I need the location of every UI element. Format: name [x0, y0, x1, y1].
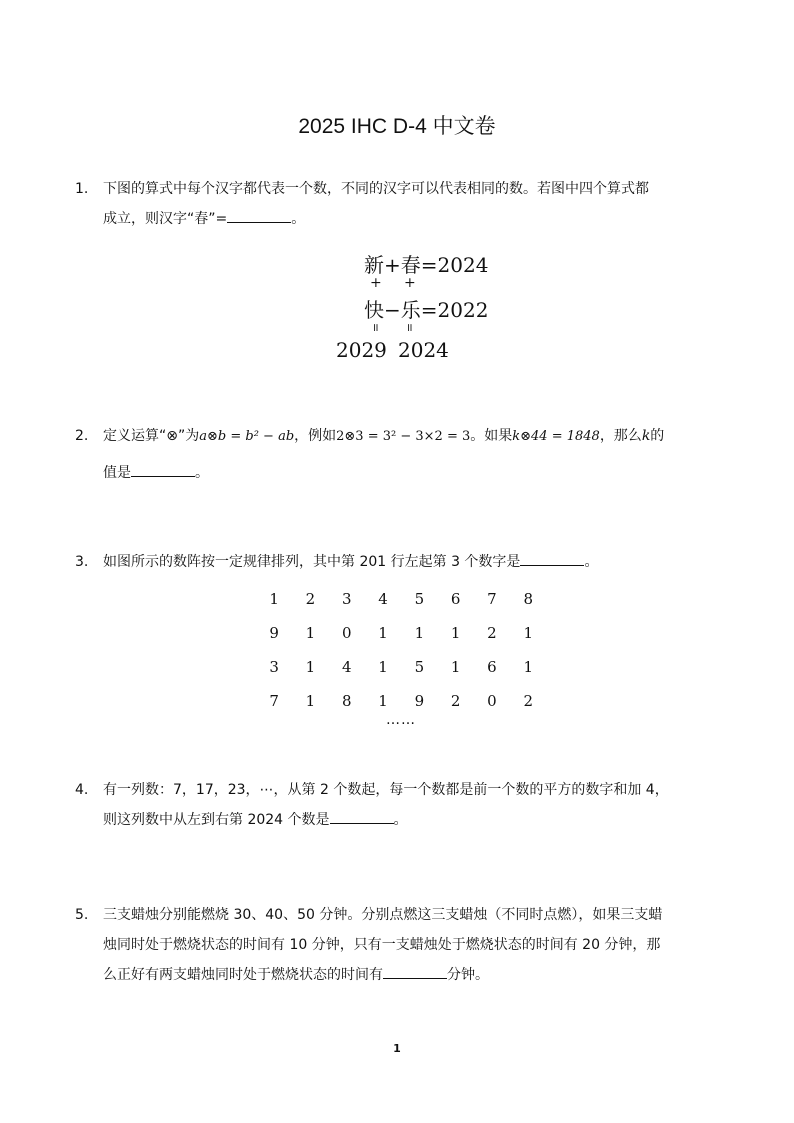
page-number: 1	[393, 1042, 401, 1055]
grid-cell: 3	[269, 658, 279, 676]
question-2	[75, 418, 725, 491]
grid-row	[256, 582, 546, 616]
number-grid	[256, 582, 546, 718]
equation-row-1: 新+春=2024	[364, 253, 489, 277]
page-title: 2025 IHC D-4 中文卷	[298, 115, 496, 138]
grid-cell: 0	[487, 692, 497, 710]
variable-k: k	[641, 428, 651, 444]
question-text: 定义运算“⊗”为a⊗b = b² − ab，例如2⊗3 = 3² − 3×2 = 3。如果k⊗44 = 1848，那么k的	[103, 428, 665, 444]
answer-blank	[227, 208, 291, 223]
question-number: 4.	[75, 782, 89, 798]
grid-cell: 1	[378, 692, 388, 710]
question-3	[75, 547, 725, 577]
grid-cell: 4	[378, 590, 388, 608]
grid-cell: 1	[269, 590, 279, 608]
grid-cell: 2	[523, 692, 533, 710]
grid-cell: 5	[414, 590, 425, 608]
answer-blank	[131, 462, 195, 477]
grid-cell: 2	[450, 692, 461, 710]
grid-cell: 1	[414, 624, 425, 642]
grid-cell: 1	[305, 624, 316, 642]
definition-expression: a⊗b = b² − ab	[199, 429, 295, 444]
grid-row	[256, 650, 546, 684]
grid-cell: 5	[414, 658, 425, 676]
grid-cell: 0	[341, 624, 352, 642]
question-number: 5.	[75, 907, 89, 923]
question-text: 有一列数：7，17，23，⋯，从第 2 个数起，每一个数都是前一个数的平方的数字和加 4，	[103, 782, 669, 798]
grid-cell: 1	[450, 658, 461, 676]
condition-expression: k⊗44 = 1848	[512, 429, 600, 444]
equation-result-left: 2029	[336, 338, 387, 362]
answer-blank	[520, 551, 584, 566]
question-text: 三支蜡烛分别能燃烧 30、40、50 分钟。分别点燃这三支蜡烛（不同时点燃），如果三支蜡	[103, 907, 663, 923]
grid-cell: 2	[487, 624, 497, 642]
grid-cell: 8	[523, 590, 533, 608]
question-number: 1.	[75, 181, 89, 197]
grid-cell: 4	[341, 658, 352, 676]
grid-cell: 1	[523, 658, 533, 676]
equation-result-right: 2024	[398, 338, 449, 362]
grid-cell: 7	[487, 590, 497, 608]
equals-sign-vertical: ॥	[406, 321, 413, 334]
answer-blank	[330, 809, 394, 824]
equals-sign-vertical: ॥	[372, 321, 379, 334]
grid-cell: 2	[305, 590, 316, 608]
grid-cell: 8	[341, 692, 352, 710]
grid-ellipsis: ……	[386, 712, 416, 728]
equation-row-2: 快−乐=2022	[364, 298, 489, 322]
grid-cell: 9	[414, 692, 425, 710]
example-expression: 2⊗3 = 3² − 3×2 = 3	[336, 429, 471, 444]
question-text: 下图的算式中每个汉字都代表一个数，不同的汉字可以代表相同的数。若图中四个算式都	[103, 181, 649, 197]
question-4	[75, 775, 725, 835]
question-text: 成立，则汉字“春”= 。	[103, 204, 725, 234]
grid-cell: 7	[269, 692, 279, 710]
grid-cell: 1	[305, 692, 316, 710]
grid-cell: 1	[450, 624, 461, 642]
grid-cell: 1	[378, 658, 388, 676]
grid-cell: 6	[450, 590, 461, 608]
grid-row	[256, 616, 546, 650]
grid-cell: 1	[523, 624, 533, 642]
question-text: 如图所示的数阵按一定规律排列，其中第 201 行左起第 3 个数字是 。	[103, 547, 725, 577]
plus-sign: +	[370, 275, 382, 291]
question-1	[75, 174, 725, 234]
grid-cell: 6	[487, 658, 497, 676]
grid-cell: 3	[341, 590, 352, 608]
question-number: 2.	[75, 428, 89, 444]
question-text: 则这列数中从左到右第 2024 个数是 。	[103, 805, 725, 835]
question-text: 么正好有两支蜡烛同时处于燃烧状态的时间有 分钟。	[103, 960, 725, 990]
question-number: 3.	[75, 554, 89, 570]
answer-blank	[383, 964, 447, 979]
grid-cell: 1	[305, 658, 316, 676]
question-text: 烛同时处于燃烧状态的时间有 10 分钟，只有一支蜡烛处于燃烧状态的时间有 20 分钟，那	[103, 937, 661, 953]
question-text: 值是 。	[103, 455, 725, 491]
question-5	[75, 900, 725, 990]
grid-cell: 1	[378, 624, 388, 642]
plus-sign: +	[404, 275, 416, 291]
grid-cell: 9	[269, 624, 279, 642]
